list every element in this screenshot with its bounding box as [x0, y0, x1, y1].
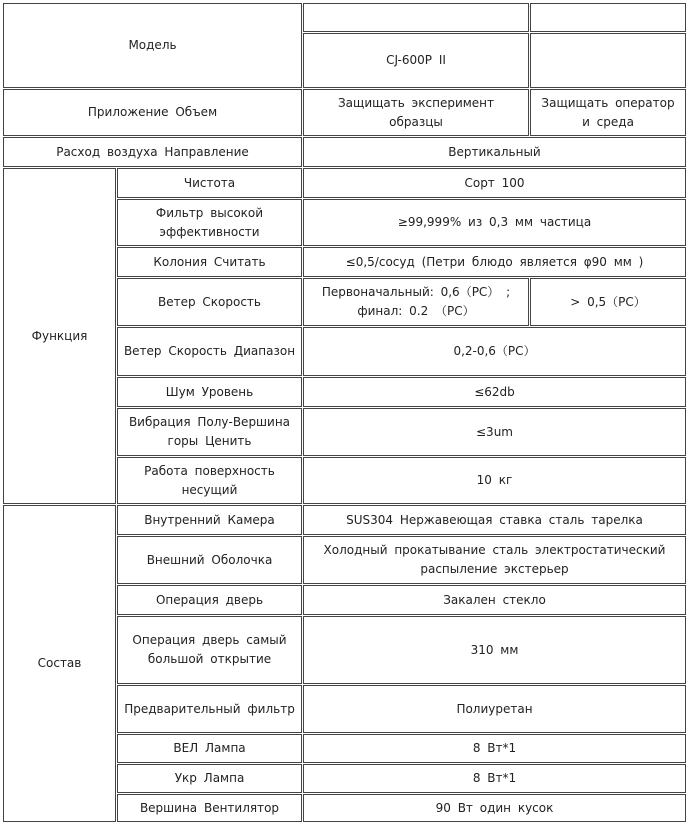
- hepa-label: Фильтр высокой эффективности: [117, 199, 302, 246]
- cleanliness-value: Сорт 100: [303, 168, 686, 198]
- uv-lamp-label: Укр Лампа: [117, 764, 302, 793]
- model-value: CJ-600P II: [303, 33, 529, 88]
- header-empty-cell: [530, 3, 686, 32]
- airflow-label: Расход воздуха Направление: [3, 137, 302, 167]
- wind-speed-value-min: > 0,5（PC）: [530, 278, 686, 326]
- composition-group-label: Состав: [3, 505, 116, 822]
- vibration-label: Вибрация Полу-Вершина горы Ценить: [117, 408, 302, 456]
- application-sample: Защищать эксперимент образцы: [303, 89, 529, 136]
- fan-value: 90 Вт один кусок: [303, 794, 686, 822]
- opening-value: 310 мм: [303, 616, 686, 684]
- header-empty-cell: [303, 3, 529, 32]
- model-label: Модель: [3, 3, 302, 88]
- wind-range-value: 0,2-0,6（PC）: [303, 327, 686, 376]
- function-group-label: Функция: [3, 168, 116, 504]
- led-lamp-label: ВЕЛ Лампа: [117, 734, 302, 763]
- colony-label: Колония Считать: [117, 247, 302, 277]
- door-label: Операция дверь: [117, 585, 302, 615]
- shell-label: Внешний Оболочка: [117, 536, 302, 584]
- prefilter-label: Предварительный фильтр: [117, 685, 302, 733]
- noise-label: Шум Уровень: [117, 377, 302, 407]
- application-operator: Защищать оператор и среда: [530, 89, 686, 136]
- fan-label: Вершина Вентилятор: [117, 794, 302, 822]
- application-label: Приложение Объем: [3, 89, 302, 136]
- wind-range-label: Ветер Скорость Диапазон: [117, 327, 302, 376]
- load-value: 10 кг: [303, 457, 686, 504]
- airflow-value: Вертикальный: [303, 137, 686, 167]
- vibration-value: ≤3um: [303, 408, 686, 456]
- door-value: Закален стекло: [303, 585, 686, 615]
- noise-value: ≤62db: [303, 377, 686, 407]
- shell-value: Холодный прокатывание сталь электростатический распыление экстерьер: [303, 536, 686, 584]
- wind-speed-value-initial: Первоначальный: 0,6（PC） ; финал: 0.2 （PC）: [303, 278, 529, 326]
- wind-speed-label: Ветер Скорость: [117, 278, 302, 326]
- model-empty-cell: [530, 33, 686, 88]
- chamber-label: Внутренний Камера: [117, 505, 302, 535]
- uv-lamp-value: 8 Вт*1: [303, 764, 686, 793]
- colony-value: ≤0,5/сосуд (Петри блюдо является φ90 мм ): [303, 247, 686, 277]
- led-lamp-value: 8 Вт*1: [303, 734, 686, 763]
- load-label: Работа поверхность несущий: [117, 457, 302, 504]
- prefilter-value: Полиуретан: [303, 685, 686, 733]
- hepa-value: ≥99,999% из 0,3 мм частица: [303, 199, 686, 246]
- opening-label: Операция дверь самый большой открытие: [117, 616, 302, 684]
- chamber-value: SUS304 Нержавеющая ставка сталь тарелка: [303, 505, 686, 535]
- cleanliness-label: Чистота: [117, 168, 302, 198]
